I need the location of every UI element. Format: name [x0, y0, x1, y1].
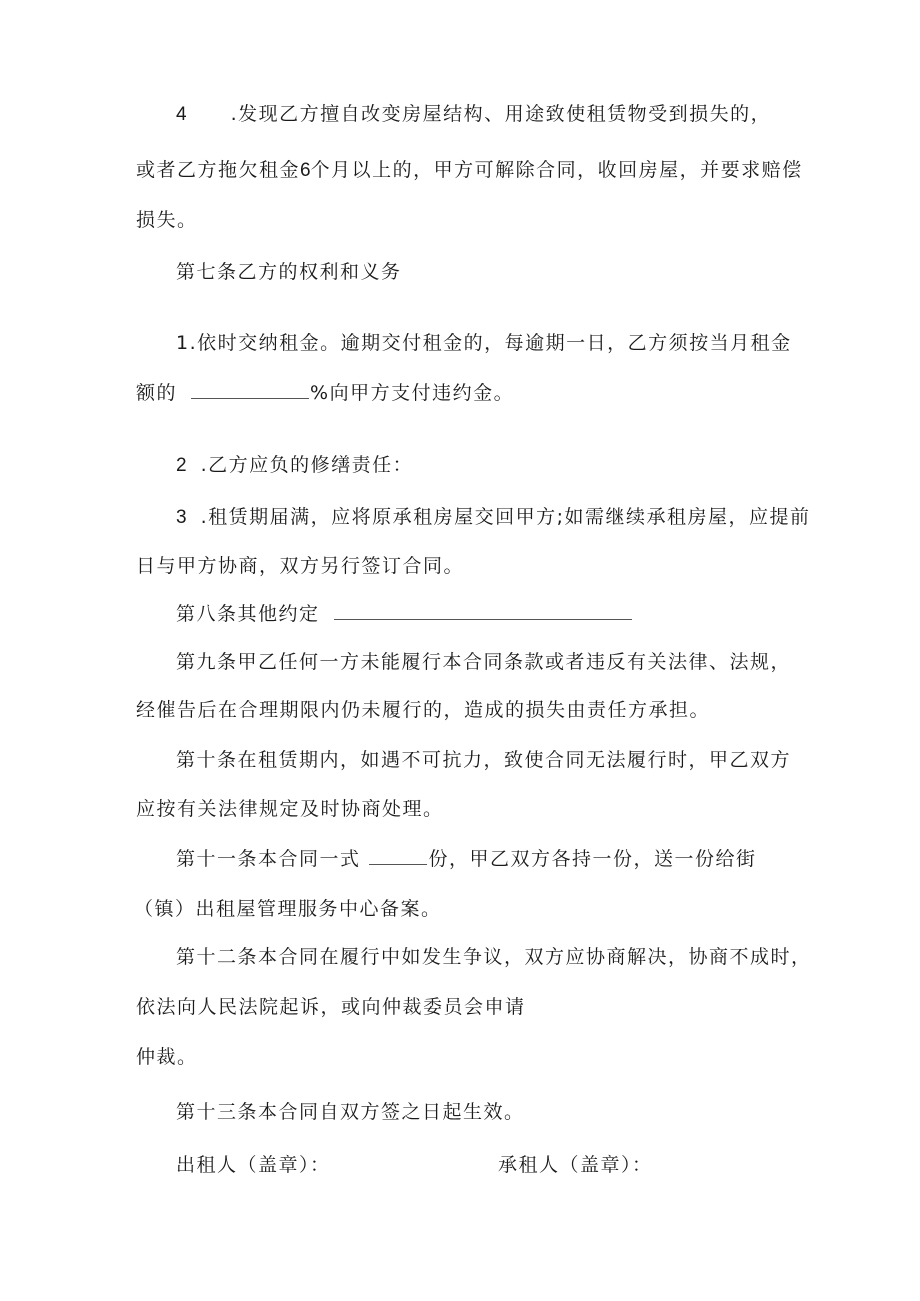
article-7-item-3-line-1 [176, 505, 811, 530]
clause-text: 额的 [136, 382, 178, 404]
article-12-line-2: 依法向人民法院起诉，或向仲裁委员会申请 [136, 996, 526, 1018]
lessor-signature-label: 出租人（盖章）： [176, 1154, 331, 1176]
clause-text: %向甲方支付违约金。 [310, 382, 515, 404]
article-12-line-1: 第十二条本合同在履行中如发生争议，双方应协商解决，协商不成时， [176, 946, 812, 968]
article-7-item-3-line-2: 日与甲方协商，双方另行签订合同。 [136, 555, 465, 577]
other-terms-blank [334, 602, 632, 620]
article-7-item-1-line-1: 1.依时交纳租金。逾期交付租金的，每逾期一日，乙方须按当月租金 [176, 332, 792, 354]
item-number: 3 [176, 507, 187, 528]
lessee-signature-label: 承租人（盖章）： [498, 1154, 653, 1176]
article-9-line-2: 经催告后在合理期限内仍未履行的，造成的损失由责任方承担。 [136, 699, 711, 721]
clause-4-line-2 [136, 158, 803, 183]
penalty-percent-blank [191, 381, 309, 399]
article-7-item-1-line-2 [136, 381, 514, 405]
article-7-title: 第七条乙方的权利和义务 [176, 261, 402, 283]
article-11-line-1 [176, 847, 757, 871]
clause-text: .乙方应负的修缮责任： [200, 454, 414, 476]
months-number: 6 [300, 160, 311, 181]
article-10-line-1: 第十条在租赁期内，如遇不可抗力，致使合同无法履行时，甲乙双方 [176, 749, 792, 771]
article-12-line-3: 仲裁。 [136, 1046, 198, 1068]
clause-text: 个月以上的，甲方可解除合同，收回房屋，并要求赔偿 [310, 159, 803, 181]
article-8 [176, 602, 632, 626]
clause-text: .租赁期届满，应将原承租房屋交回甲方;如需继续承租房屋，应提前 [200, 506, 811, 528]
clause-4-line-3: 损失。 [136, 209, 198, 231]
copies-count-blank [369, 847, 427, 865]
item-number: 2 [176, 455, 187, 476]
clause-text: 份，甲乙双方各持一份，送一份给街 [428, 848, 757, 870]
article-10-line-2: 应按有关法律规定及时协商处理。 [136, 798, 444, 820]
clause-text: 第十一条本合同一式 [176, 848, 361, 870]
article-9-line-1: 第九条甲乙任何一方未能履行本合同条款或者违反有关法律、法规， [176, 651, 792, 673]
clause-text: 第八条其他约定 [176, 603, 320, 625]
clause-text: 或者乙方拖欠租金 [136, 159, 301, 181]
article-13: 第十三条本合同自双方签之日起生效。 [176, 1101, 525, 1123]
clause-number: 4 [176, 104, 187, 125]
article-7-item-2 [176, 453, 413, 478]
clause-4-line-1 [176, 102, 771, 127]
article-11-line-2: （镇）出租屋管理服务中心备案。 [134, 898, 442, 920]
clause-text: .发现乙方擅自改变房屋结构、用途致使租赁物受到损失的， [230, 103, 772, 125]
